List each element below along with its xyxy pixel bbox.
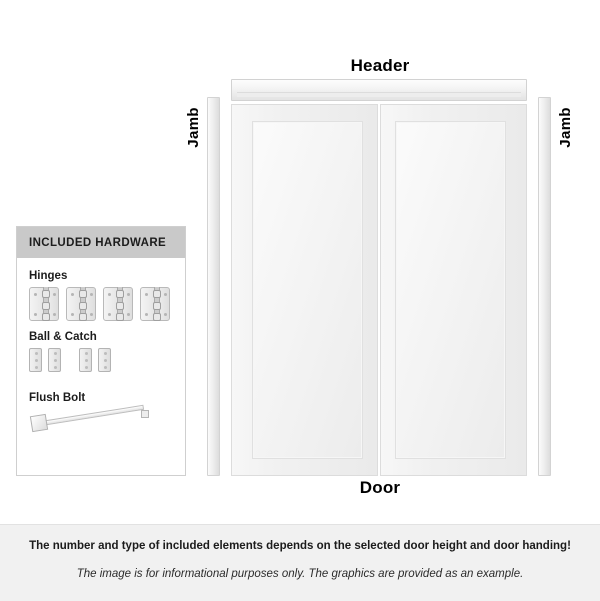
hinge-icon xyxy=(66,287,96,321)
included-hardware-body xyxy=(17,258,185,449)
door-panel-left xyxy=(252,121,363,459)
footer-bar xyxy=(0,524,600,601)
jamb-left-piece xyxy=(207,97,220,476)
door-header-piece xyxy=(231,79,527,101)
ball-catch-section-title: Ball & Catch xyxy=(29,331,97,343)
ball-catch-icon xyxy=(79,348,111,372)
footer-note: The number and type of included elements depends on the selected door height and door handing! xyxy=(29,540,571,552)
jamb-right-piece xyxy=(538,97,551,476)
header-piece-inner-line xyxy=(237,92,521,97)
door-panel-right xyxy=(395,121,506,459)
flush-bolt-section-title: Flush Bolt xyxy=(29,392,86,404)
footer-disclaimer: The image is for informational purposes only. The graphics are provided as an example. xyxy=(76,568,524,580)
flush-bolt-icon xyxy=(29,409,149,435)
hinge-icon xyxy=(140,287,170,321)
hinge-icon xyxy=(103,287,133,321)
hinge-icon xyxy=(29,287,59,321)
included-hardware-card xyxy=(16,226,186,476)
door-slab-left xyxy=(231,104,378,476)
hinges-row xyxy=(29,287,175,327)
ball-catch-icon xyxy=(29,348,61,372)
included-hardware-card-header xyxy=(17,227,185,258)
hinges-section-title: Hinges xyxy=(29,270,68,282)
included-hardware-title: INCLUDED HARDWARE xyxy=(29,236,167,249)
flush-bolt-row xyxy=(29,409,175,449)
ball-catch-row xyxy=(29,348,175,388)
door-slab-right xyxy=(380,104,527,476)
jamb-left-label: Jamb xyxy=(185,107,202,148)
door-label: Door xyxy=(359,478,401,497)
jamb-right-label: Jamb xyxy=(557,107,574,148)
door-pair xyxy=(231,104,527,476)
header-label: Header xyxy=(350,56,410,75)
